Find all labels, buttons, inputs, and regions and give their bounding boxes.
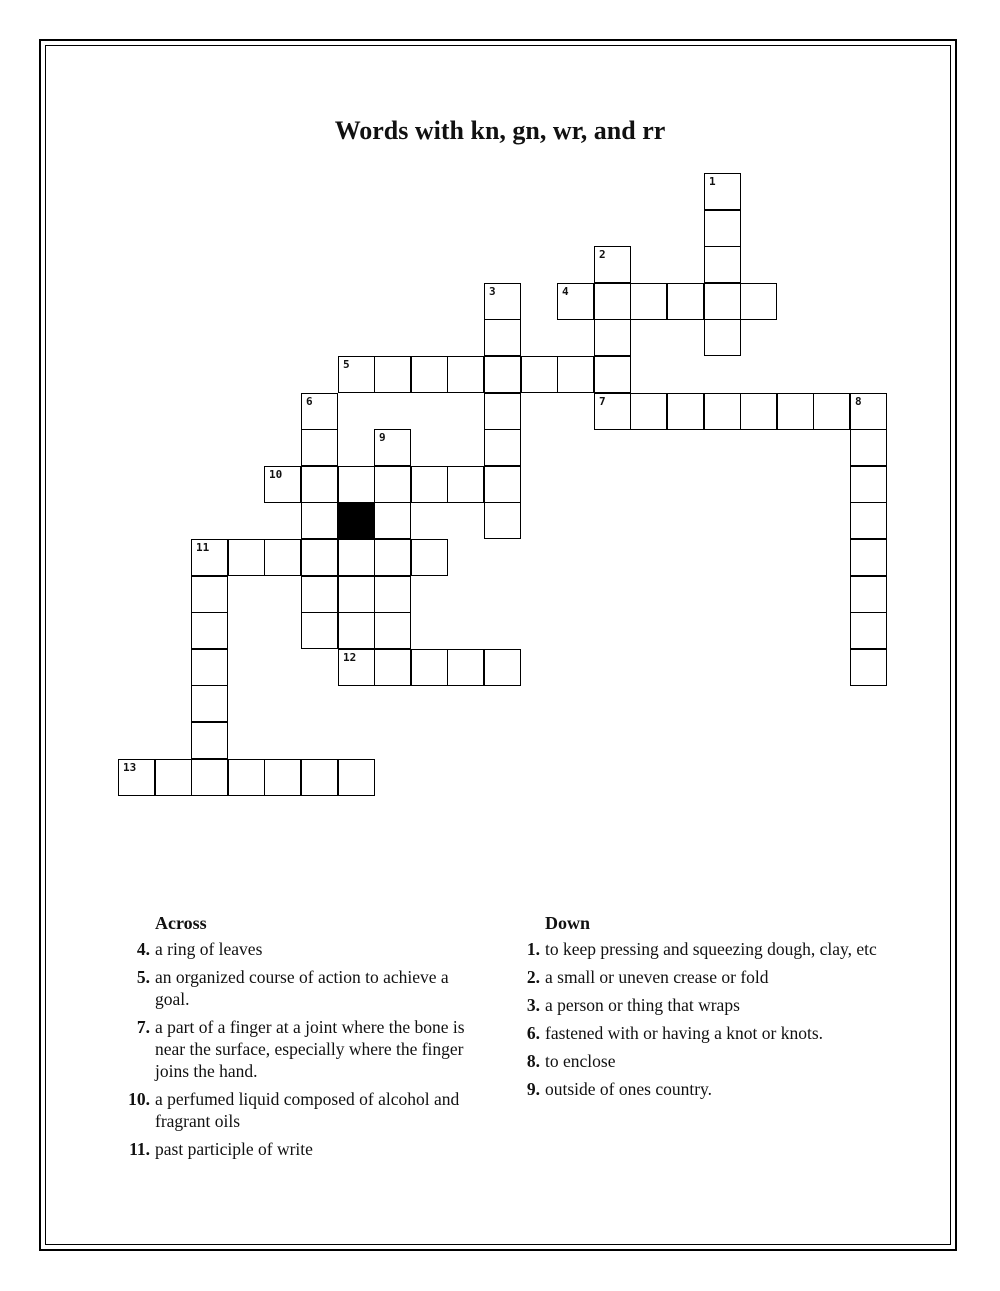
grid-cell[interactable] bbox=[191, 612, 228, 649]
grid-cell[interactable] bbox=[557, 356, 594, 393]
grid-cell[interactable] bbox=[374, 429, 411, 466]
grid-cell[interactable] bbox=[118, 759, 155, 796]
clue-number: 5. bbox=[136, 967, 150, 987]
cell-number: 9 bbox=[379, 431, 386, 444]
clue-item bbox=[507, 966, 877, 988]
down-heading: Down bbox=[545, 913, 591, 933]
grid-cell[interactable] bbox=[484, 356, 521, 393]
cell-number: 10 bbox=[269, 468, 283, 481]
grid-cell[interactable] bbox=[704, 283, 741, 320]
clue-number: 4. bbox=[136, 939, 150, 959]
grid-cell[interactable] bbox=[301, 429, 338, 466]
grid-cell[interactable] bbox=[155, 759, 192, 796]
grid-cell[interactable] bbox=[264, 539, 301, 576]
cell-number: 2 bbox=[599, 248, 606, 261]
grid-cell[interactable] bbox=[484, 502, 521, 539]
grid-cell[interactable] bbox=[813, 393, 850, 430]
grid-cell[interactable] bbox=[850, 649, 887, 686]
grid-cell[interactable] bbox=[704, 319, 741, 356]
grid-cell[interactable] bbox=[191, 576, 228, 613]
grid-cell[interactable] bbox=[338, 466, 375, 503]
grid-cell[interactable] bbox=[484, 319, 521, 356]
grid-cell[interactable] bbox=[850, 576, 887, 613]
grid-cell[interactable] bbox=[374, 466, 411, 503]
grid-cell[interactable] bbox=[484, 649, 521, 686]
grid-cell[interactable] bbox=[484, 466, 521, 503]
grid-cell[interactable] bbox=[374, 356, 411, 393]
grid-cell[interactable] bbox=[850, 502, 887, 539]
clue-item bbox=[117, 1138, 487, 1160]
clue-number: 10. bbox=[128, 1089, 150, 1109]
cell-number: 6 bbox=[306, 395, 313, 408]
grid-cell[interactable] bbox=[338, 356, 375, 393]
grid-block-cell bbox=[338, 502, 375, 539]
clue-item bbox=[507, 938, 877, 960]
grid-cell[interactable] bbox=[191, 759, 228, 796]
clue-item bbox=[507, 1050, 877, 1072]
clue-item bbox=[507, 994, 877, 1016]
grid-cell[interactable] bbox=[594, 393, 631, 430]
grid-cell[interactable] bbox=[301, 539, 338, 576]
clue-number: 1. bbox=[526, 939, 540, 959]
grid-cell[interactable] bbox=[704, 393, 741, 430]
grid-cell[interactable] bbox=[704, 246, 741, 283]
grid-cell[interactable] bbox=[301, 612, 338, 649]
clue-number: 9. bbox=[526, 1079, 540, 1099]
clue-text: a ring of leaves bbox=[155, 939, 263, 959]
grid-cell[interactable] bbox=[704, 210, 741, 247]
grid-cell[interactable] bbox=[374, 612, 411, 649]
cell-number: 4 bbox=[562, 285, 569, 298]
grid-cell[interactable] bbox=[740, 393, 777, 430]
grid-cell[interactable] bbox=[630, 393, 667, 430]
grid-cell[interactable] bbox=[557, 283, 594, 320]
grid-cell[interactable] bbox=[411, 356, 448, 393]
grid-cell[interactable] bbox=[630, 283, 667, 320]
clue-text: a perfumed liquid composed of alcohol and fragrant oils bbox=[155, 1089, 460, 1131]
clue-text: an organized course of action to achieve a goal. bbox=[155, 967, 449, 1009]
grid-cell[interactable] bbox=[594, 319, 631, 356]
across-clues bbox=[117, 912, 487, 1166]
clue-text: outside of ones country. bbox=[545, 1079, 713, 1099]
clue-text: a person or thing that wraps bbox=[545, 995, 740, 1015]
grid-cell[interactable] bbox=[338, 576, 375, 613]
clue-item bbox=[507, 1022, 877, 1044]
clue-number: 3. bbox=[526, 995, 540, 1015]
cell-number: 3 bbox=[489, 285, 496, 298]
grid-cell[interactable] bbox=[264, 466, 301, 503]
clue-number: 2. bbox=[526, 967, 540, 987]
grid-cell[interactable] bbox=[850, 466, 887, 503]
grid-cell[interactable] bbox=[704, 173, 741, 210]
grid-cell[interactable] bbox=[594, 283, 631, 320]
cell-number: 1 bbox=[709, 175, 716, 188]
grid-cell[interactable] bbox=[447, 466, 484, 503]
grid-cell[interactable] bbox=[411, 649, 448, 686]
grid-cell[interactable] bbox=[521, 356, 558, 393]
grid-cell[interactable] bbox=[850, 612, 887, 649]
clue-number: 8. bbox=[526, 1051, 540, 1071]
grid-cell[interactable] bbox=[484, 429, 521, 466]
grid-cell[interactable] bbox=[301, 466, 338, 503]
grid-cell[interactable] bbox=[191, 685, 228, 722]
grid-cell[interactable] bbox=[374, 649, 411, 686]
grid-cell[interactable] bbox=[594, 356, 631, 393]
grid-cell[interactable] bbox=[228, 759, 265, 796]
clue-number: 11. bbox=[129, 1139, 150, 1159]
grid-cell[interactable] bbox=[667, 283, 704, 320]
clue-item bbox=[117, 938, 487, 960]
grid-cell[interactable] bbox=[338, 539, 375, 576]
grid-cell[interactable] bbox=[484, 393, 521, 430]
cell-number: 8 bbox=[855, 395, 862, 408]
clue-number: 6. bbox=[526, 1023, 540, 1043]
grid-cell[interactable] bbox=[191, 649, 228, 686]
cell-number: 5 bbox=[343, 358, 350, 371]
grid-cell[interactable] bbox=[191, 722, 228, 759]
grid-cell[interactable] bbox=[447, 356, 484, 393]
grid-cell[interactable] bbox=[301, 502, 338, 539]
grid-cell[interactable] bbox=[484, 283, 521, 320]
grid-cell[interactable] bbox=[850, 539, 887, 576]
grid-cell[interactable] bbox=[667, 393, 704, 430]
grid-cell[interactable] bbox=[374, 539, 411, 576]
grid-cell[interactable] bbox=[338, 649, 375, 686]
grid-cell[interactable] bbox=[447, 649, 484, 686]
cell-number: 7 bbox=[599, 395, 606, 408]
grid-cell[interactable] bbox=[338, 759, 375, 796]
clue-text: to keep pressing and squeezing dough, clay, etc bbox=[545, 939, 877, 959]
grid-cell[interactable] bbox=[594, 246, 631, 283]
clue-item bbox=[507, 1078, 877, 1100]
clue-text: to enclose bbox=[545, 1051, 616, 1071]
grid-cell[interactable] bbox=[740, 283, 777, 320]
grid-cell[interactable] bbox=[850, 429, 887, 466]
grid-cell[interactable] bbox=[228, 539, 265, 576]
down-clues bbox=[507, 912, 877, 1106]
grid-cell[interactable] bbox=[374, 502, 411, 539]
cell-number: 11 bbox=[196, 541, 210, 554]
grid-cell[interactable] bbox=[777, 393, 814, 430]
grid-cell[interactable] bbox=[191, 539, 228, 576]
grid-cell[interactable] bbox=[411, 539, 448, 576]
grid-cell[interactable] bbox=[374, 576, 411, 613]
puzzle-title: Words with kn, gn, wr, and rr bbox=[334, 116, 666, 145]
grid-cell[interactable] bbox=[301, 393, 338, 430]
grid-cell[interactable] bbox=[301, 759, 338, 796]
clue-item bbox=[117, 1016, 487, 1082]
clue-text: fastened with or having a knot or knots. bbox=[545, 1023, 824, 1043]
clue-text: a small or uneven crease or fold bbox=[545, 967, 769, 987]
grid-cell[interactable] bbox=[264, 759, 301, 796]
clue-item bbox=[117, 966, 487, 1010]
grid-cell[interactable] bbox=[301, 576, 338, 613]
clue-text: a part of a finger at a joint where the bone is near the surface, especially where the finger joins the hand. bbox=[155, 1017, 465, 1081]
grid-cell[interactable] bbox=[411, 466, 448, 503]
cell-number: 13 bbox=[123, 761, 137, 774]
clue-text: past participle of write bbox=[155, 1139, 313, 1159]
cell-number: 12 bbox=[343, 651, 357, 664]
grid-cell[interactable] bbox=[850, 393, 887, 430]
across-heading: Across bbox=[155, 913, 207, 933]
clue-number: 7. bbox=[136, 1017, 150, 1037]
clue-item bbox=[117, 1088, 487, 1132]
grid-cell[interactable] bbox=[338, 612, 375, 649]
